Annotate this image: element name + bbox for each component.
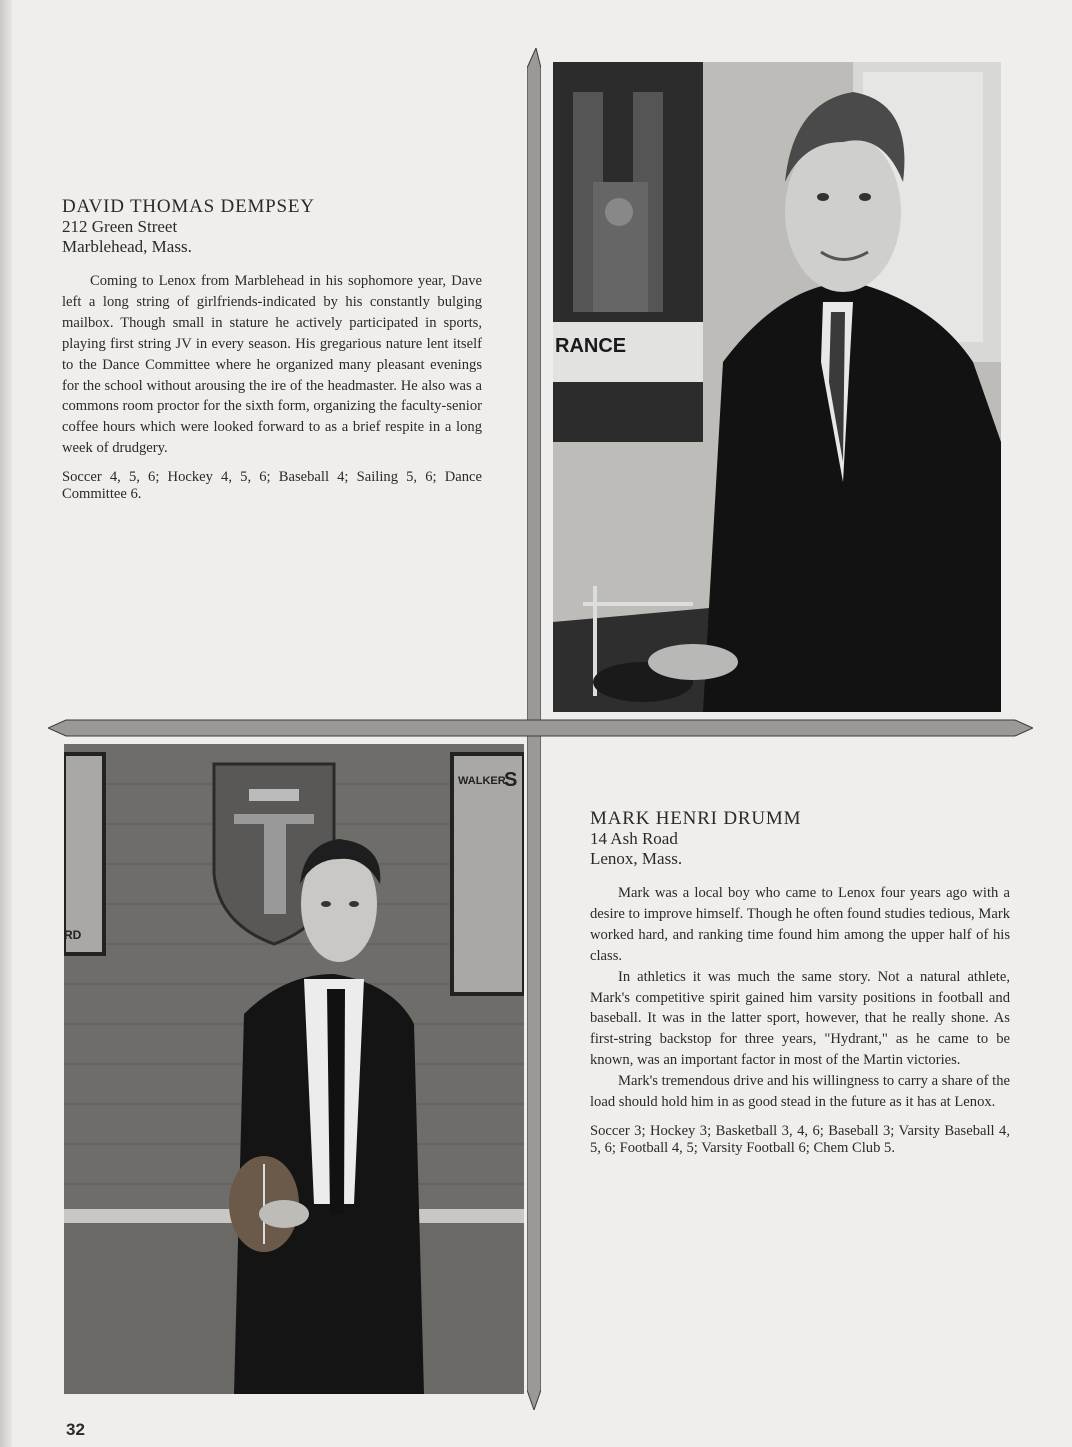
board-text-walker: WALKER [458, 775, 506, 787]
board-text-s: S [504, 769, 518, 791]
board-text-left: RD [64, 928, 82, 942]
student-name: MARK HENRI DRUMM [590, 808, 802, 829]
page-edge [0, 0, 12, 1447]
student-name: DAVID THOMAS DEMPSEY [62, 196, 315, 217]
bio-paragraph: In athletics it was much the same story. Not a natural athlete, Mark's competitive spirit gained him varsity positions in football and baseball. It was in the latter sport, however, that he really shone. As first-string backstop for three years, "Hydrant," as he came to be known, was an important factor in most of the Martin victories. [590, 968, 1010, 1069]
bio-paragraph: Mark was a local boy who came to Lenox four years ago with a desire to improve himself. Though he often found studies tedious, Mark worked hard, and ranking time found him among the upper half of his class. [590, 885, 1010, 964]
address-street: 212 Green Street [62, 217, 178, 236]
poster-text: RANCE [555, 335, 627, 357]
bio-dempsey [62, 196, 482, 503]
activities-list: Soccer 4, 5, 6; Hockey 4, 5, 6; Baseball 4; Sailing 5, 6; Dance Committee 6. [62, 469, 482, 503]
bio-drumm [590, 808, 1010, 1157]
horizontal-divider [48, 718, 1033, 738]
address-city: Lenox, Mass. [590, 849, 683, 868]
page-number: 32 [66, 1420, 85, 1439]
bio-paragraph: Coming to Lenox from Marblehead in his sophomore year, Dave left a long string of girlfriends-indicated by his constantly bulging mailbox. Though small in stature he actively participated in sports, playing first string JV in every season. His gregarious nature lent itself to the Dance Committee where he organized many pleasant evenings for the school without arousing the ire of the headmaster. He also was a commons room proctor for the sixth form, organizing the faculty-senior coffee hours which were looked forward to as a brief respite in a long week of drudgery. [62, 273, 482, 457]
photo-drumm [64, 744, 524, 1394]
photo-dempsey [553, 62, 1001, 712]
bio-paragraph: Mark's tremendous drive and his willingness to carry a share of the load should hold him in as good stead in the future as it has at Lenox. [590, 1073, 1010, 1111]
address-street: 14 Ash Road [590, 829, 678, 848]
address-city: Marblehead, Mass. [62, 237, 192, 256]
activities-list: Soccer 3; Hockey 3; Basketball 3, 4, 6; Baseball 3; Varsity Baseball 4, 5, 6; Football 4, 5; Varsity Football 6; Chem Club 5. [590, 1122, 1010, 1156]
